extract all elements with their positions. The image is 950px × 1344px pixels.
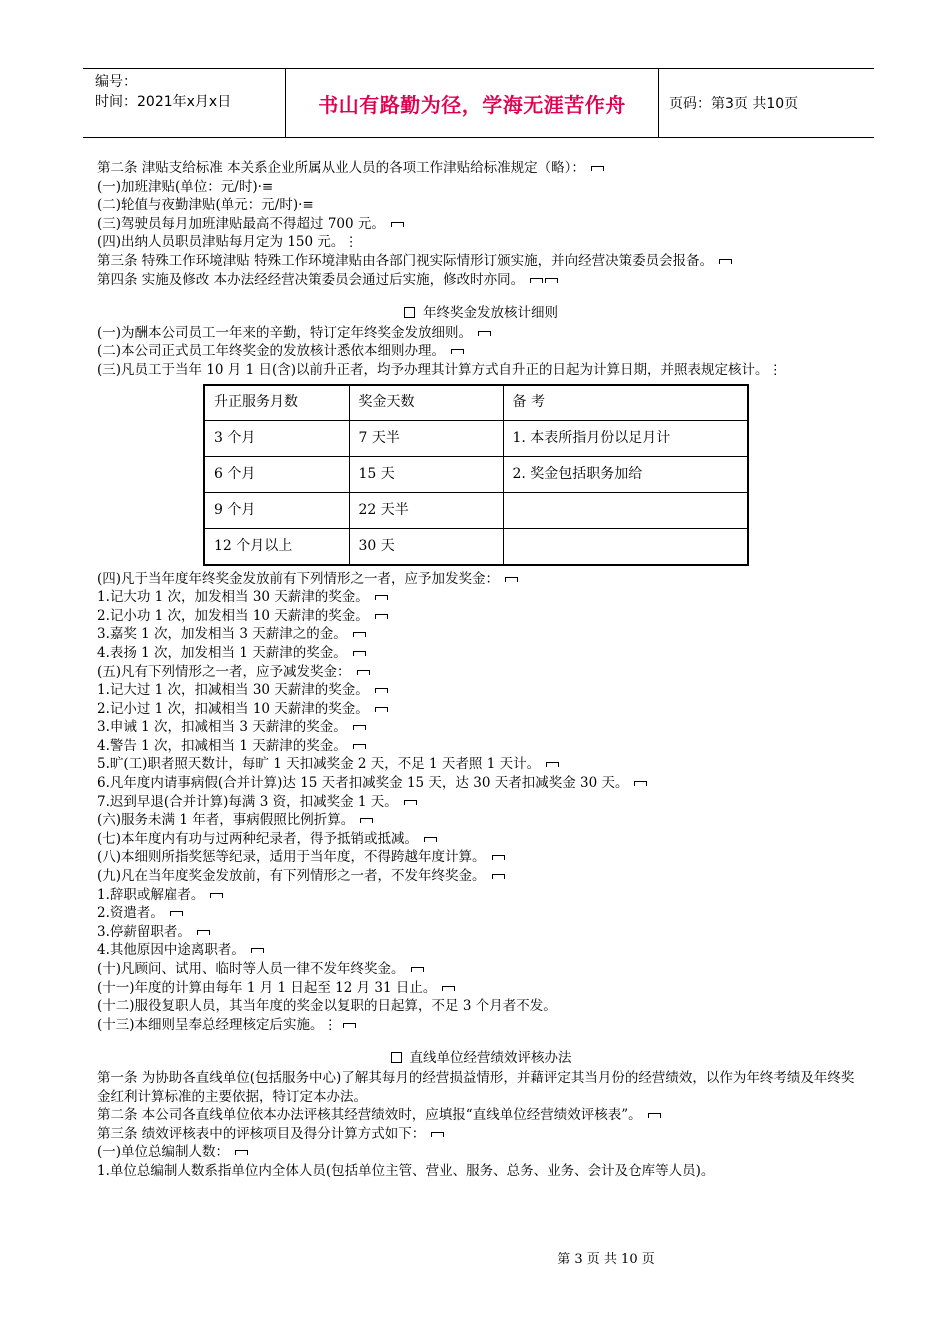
- header-motto: 书山有路勤为径，学海无涯苦作舟: [286, 69, 659, 137]
- text-line: 1.记大过 1 次，扣减相当 30 天薪津的奖金。: [97, 681, 865, 700]
- text-line: (十一)年度的计算由每年 1 月 1 日起至 12 月 31 日止。: [97, 979, 865, 998]
- text-line: 第四条 实施及修改 本办法经经营决策委员会通过后实施，修改时亦同。: [97, 271, 865, 290]
- text-line: (三)驾驶员每月加班津贴最高不得超过 700 元。: [97, 215, 865, 234]
- text-line: 4.警告 1 次，扣减相当 1 天薪津的奖金。: [97, 737, 865, 756]
- text-line: (八)本细则所指奖惩等纪录，适用于当年度，不得跨越年度计算。: [97, 848, 865, 867]
- table-row: [204, 493, 748, 529]
- paragraph-mark-icon: [505, 577, 518, 582]
- table-header-cell: 升正服务月数: [204, 385, 349, 421]
- paragraph-mark-icon: [353, 632, 366, 637]
- table-cell: 6 个月: [204, 457, 349, 493]
- header-page-label: 页码：第3页 共10页: [669, 96, 799, 112]
- text-line: 3.申诫 1 次，扣减相当 3 天薪津的奖金。: [97, 718, 865, 737]
- table-cell: [503, 493, 748, 529]
- text-line: (四)出纳人员职员津贴每月定为 150 元。⋮: [97, 234, 358, 251]
- text-line: (九)凡在当年度奖金发放前，有下列情形之一者，不发年终奖金。: [97, 867, 865, 886]
- text-line: 第三条 特殊工作环境津贴 特殊工作环境津贴由各部门视实际情形订颁实施，并向经营决策委员会报备。: [97, 252, 865, 271]
- paragraph-mark-icon: [360, 818, 373, 823]
- paragraph-mark-icon: [411, 967, 424, 972]
- paragraph-mark-icon: [431, 1132, 444, 1137]
- text-line: 1.单位总编制人数系指单位内全体人员(包括单位主管、营业、服务、总务、业务、会计及仓库等人员)。: [97, 1162, 715, 1179]
- text-line: 1.辞职或解雇者。: [97, 886, 865, 905]
- table-cell: 9 个月: [204, 493, 349, 529]
- text-line: (一)加班津贴(单位：元/时)·≡: [97, 178, 274, 195]
- paragraph-mark-icon: [375, 614, 388, 619]
- section-year-end-bonus: [97, 324, 865, 1035]
- paragraph-mark-icon: [353, 744, 366, 749]
- table-cell: 1. 本表所指月份以足月计: [503, 421, 748, 457]
- text-line: 第三条 绩效评核表中的评核项目及得分计算方式如下：: [97, 1125, 865, 1144]
- time-label: 时间：2021年x月x日: [95, 94, 232, 110]
- text-line: (七)本年度内有功与过两种纪录者，得予抵销或抵减。: [97, 830, 865, 849]
- text-line: 6.凡年度内请事病假(合并计算)达 15 天者扣减奖金 15 天，达 30 天者扣减奖金 30 天。: [97, 774, 865, 793]
- checkbox-square-icon: [391, 1052, 402, 1063]
- paragraph-mark-icon: [634, 781, 647, 786]
- table-cell: 30 天: [349, 529, 503, 565]
- table-cell: 22 天半: [349, 493, 503, 529]
- section-allowance: [97, 159, 865, 289]
- paragraph-mark-icon: [210, 893, 223, 898]
- paragraph-mark-icon: [357, 670, 370, 675]
- text-line: 4.表扬 1 次，加发相当 1 天薪津的奖金。: [97, 644, 865, 663]
- page-header: [83, 68, 874, 138]
- table-cell: 2. 奖金包括职务加给: [503, 457, 748, 493]
- text-line: (十二)服役复职人员，其当年度的奖金以复职的日起算，不足 3 个月者不发。: [97, 998, 557, 1015]
- table-header-cell: 奖金天数: [349, 385, 503, 421]
- paragraph-mark-icon: [170, 911, 183, 916]
- table-cell: 3 个月: [204, 421, 349, 457]
- text-line: (五)凡有下列情形之一者，应予减发奖金：: [97, 663, 865, 682]
- paragraph-mark-icon: [353, 651, 366, 656]
- paragraph-mark-icon: [530, 278, 543, 283]
- paragraph-mark-icon: [343, 1023, 356, 1028]
- text-line: 2.记小功 1 次，加发相当 10 天薪津的奖金。: [97, 607, 865, 626]
- text-line: 5.旷(工)职者照天数计，每旷 1 天扣减奖金 2 天，不足 1 天者照 1 天计。: [97, 755, 865, 774]
- paragraph-mark-icon: [375, 595, 388, 600]
- paragraph-mark-icon: [545, 278, 558, 283]
- section-heading: 年终奖金发放核计细则: [97, 304, 865, 323]
- section-heading: 直线单位经营绩效评核办法: [97, 1049, 865, 1068]
- paragraph-mark-icon: [591, 166, 604, 171]
- table-header-row: [204, 385, 748, 421]
- paragraph-mark-icon: [235, 1150, 248, 1155]
- text-line: (十)凡顾问、试用、临时等人员一律不发年终奖金。: [97, 960, 865, 979]
- paragraph-mark-icon: [375, 688, 388, 693]
- paragraph-mark-icon: [478, 331, 491, 336]
- table-cell: [503, 529, 748, 565]
- page-footer: 第 3 页 共 10 页: [557, 1252, 655, 1267]
- checkbox-square-icon: [404, 307, 415, 318]
- text-line: 3.停薪留职者。: [97, 923, 865, 942]
- header-meta: [83, 69, 286, 137]
- text-line: 第二条 本公司各直线单位依本办法评核其经营绩效时，应填报“直线单位经营绩效评核表”。: [97, 1106, 865, 1125]
- text-line: (一)单位总编制人数：: [97, 1143, 865, 1162]
- paragraph-mark-icon: [404, 800, 417, 805]
- paragraph-mark-icon: [251, 948, 264, 953]
- table-row: [204, 421, 748, 457]
- paragraph-mark-icon: [451, 349, 464, 354]
- paragraph-mark-icon: [719, 259, 732, 264]
- table-cell: 15 天: [349, 457, 503, 493]
- document-body: [97, 159, 865, 1181]
- table-cell: 12 个月以上: [204, 529, 349, 565]
- paragraph-mark-icon: [492, 874, 505, 879]
- text-line: 2.记小过 1 次，扣减相当 10 天薪津的奖金。: [97, 700, 865, 719]
- paragraph-mark-icon: [353, 725, 366, 730]
- table-cell: 7 天半: [349, 421, 503, 457]
- text-line: 第二条 津贴支给标准 本关系企业所属从业人员的各项工作津贴给标准规定（略）：: [97, 159, 865, 178]
- paragraph-mark-icon: [648, 1113, 661, 1118]
- paragraph-mark-icon: [197, 930, 210, 935]
- paragraph-mark-icon: [492, 855, 505, 860]
- text-line: (四)凡于当年度年终奖金发放前有下列情形之一者，应予加发奖金：: [97, 570, 865, 589]
- section-performance-review: [97, 1069, 865, 1181]
- text-line: (一)为酬本公司员工一年来的辛勤，特订定年终奖金发放细则。: [97, 324, 865, 343]
- paragraph-mark-icon: [546, 762, 559, 767]
- paragraph-mark-icon: [375, 707, 388, 712]
- text-line: (六)服务未满 1 年者，事病假照比例折算。: [97, 811, 865, 830]
- text-line: 3.嘉奖 1 次，加发相当 3 天薪津之的金。: [97, 625, 865, 644]
- text-line: 第一条 为协助各直线单位(包括服务中心)了解其每月的经营损益情形，并藉评定其当月份的经营绩效，以作为年终考绩及年终奖金红利计算标准的主要依据，特订定本办法。: [97, 1069, 855, 1105]
- text-line: (十三)本细则呈奉总经理核定后实施。⋮: [97, 1016, 865, 1035]
- number-label: 编号：: [95, 74, 137, 90]
- table-header-cell: 备 考: [503, 385, 748, 421]
- text-line: 1.记大功 1 次，加发相当 30 天薪津的奖金。: [97, 588, 865, 607]
- text-line: (三)凡员工于当年 10 月 1 日(含)以前升正者，均予办理其计算方式自升正的日起为计算日期，并照表规定核计。⋮: [97, 361, 782, 378]
- text-line: 2.资遣者。: [97, 904, 865, 923]
- paragraph-mark-icon: [391, 222, 404, 227]
- text-line: 7.迟到早退(合并计算)每满 3 资，扣减奖金 1 天。: [97, 793, 865, 812]
- text-line: (二)本公司正式员工年终奖金的发放核计悉依本细则办理。: [97, 342, 865, 361]
- text-line: (二)轮值与夜勤津贴(单元：元/时)·≡: [97, 197, 314, 214]
- text-line: 4.其他原因中途离职者。: [97, 941, 865, 960]
- table-row: [204, 529, 748, 565]
- paragraph-mark-icon: [442, 986, 455, 991]
- table-row: [204, 457, 748, 493]
- bonus-table: [203, 384, 749, 566]
- paragraph-mark-icon: [424, 837, 437, 842]
